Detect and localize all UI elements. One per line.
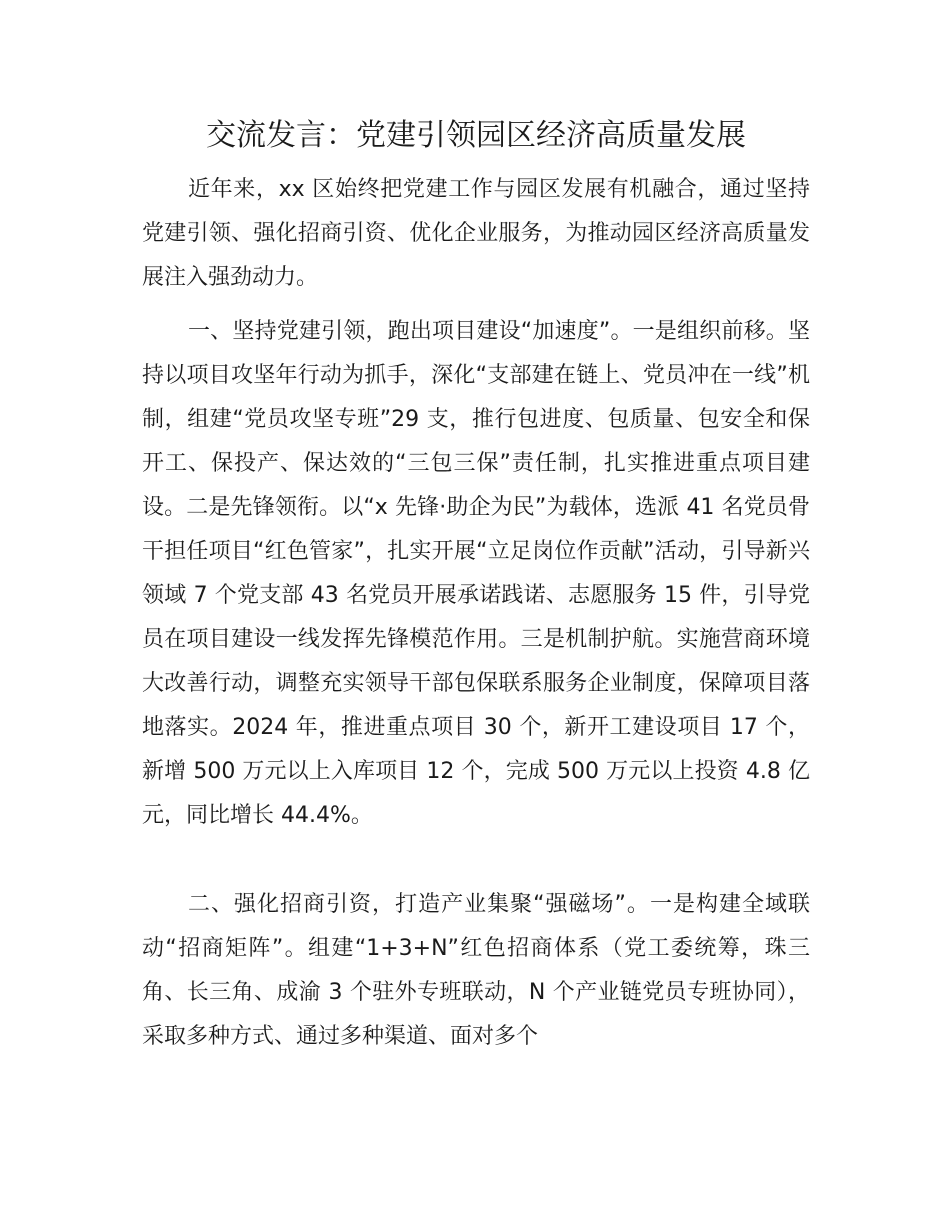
document-title: 交流发言：党建引领园区经济高质量发展 [206,118,746,153]
intro-paragraph: 近年来，xx 区始终把党建工作与园区发展有机融合，通过坚持党建引领、强化招商引资、优化企业服务，为推动园区经济高质量发展注入强劲动力。 [142,177,810,290]
section-two-paragraph: 二、强化招商引资，打造产业集聚“强磁场”。一是构建全域联动“招商矩阵”。组建“1+3+N”红色招商体系（党工委统筹，珠三角、长三角、成渝 3 个驻外专班联动，N 个产业链党员专班协同），采取多种方式、通过多种渠道、面对多个 [142,892,810,1049]
section-one-paragraph: 一、坚持党建引领，跑出项目建设“加速度”。一是组织前移。坚持以项目攻坚年行动为抓手，深化“支部建在链上、党员冲在一线”机制，组建“党员攻坚专班”29 支，推行包进度、包质量、包安全和保开工、保投产、保达效的“三包三保”责任制，扎实推进重点项目建设。二是先锋领衔。以“x 先锋·助企为民”为载体，选派 41 名党员骨干担任项目“红色管家”，扎实开展“立足岗位作贡献”活动，引导新兴领域 7 个党支部 43 名党员开展承诺践诺、志愿服务 15 件，引导党员在项目建设一线发挥先锋模范作用。三是机制护航。实施营商环境大改善行动，调整充实领导干部包保联系服务企业制度，保障项目落地落实。2024 年，推进重点项目 30 个，新开工建设项目 17 个，新增 500 万元以上入库项目 12 个，完成 500 万元以上投资 4.8 亿元，同比增长 44.4%。 [142,319,810,828]
